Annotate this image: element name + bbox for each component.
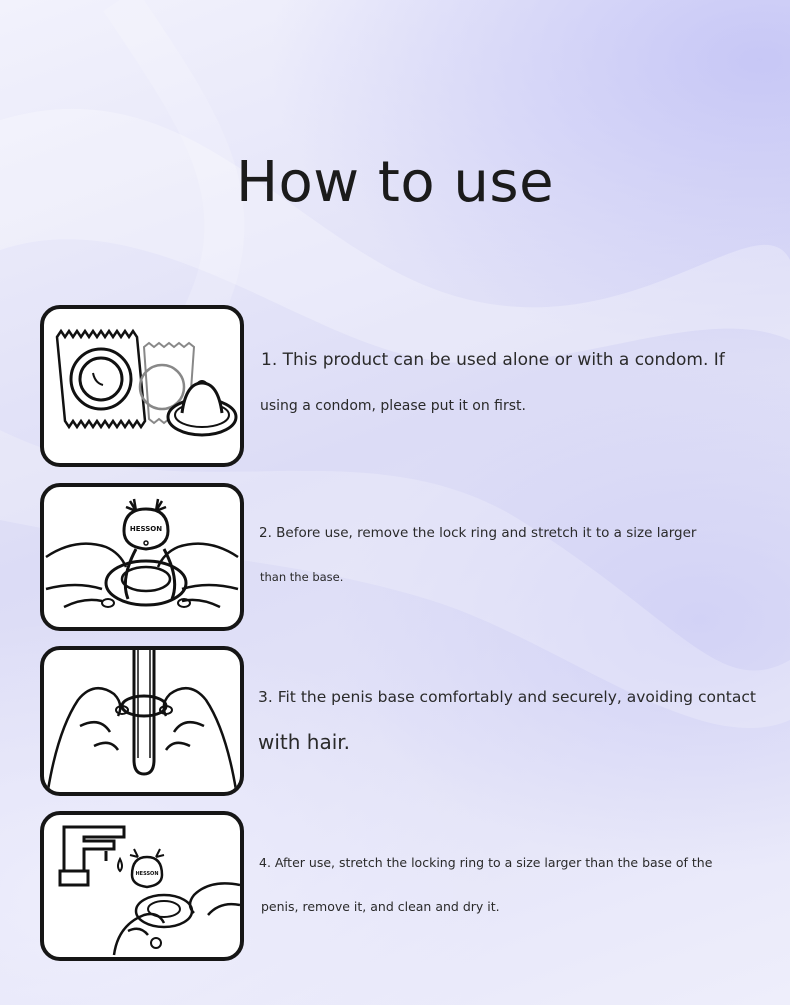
device-label: HESSON (129, 525, 163, 533)
faucet-washing-icon (40, 811, 244, 961)
condom-wrapper-icon (40, 305, 244, 467)
step-2-line-1: 2. Before use, remove the lock ring and stretch it to a size larger (259, 525, 697, 541)
step-3-line-1: 3. Fit the penis base comfortably and securely, avoiding contact (258, 688, 756, 706)
device-label: HESSON (135, 871, 159, 877)
step-4-line-1: 4. After use, stretch the locking ring to a size larger than the base of the (259, 855, 713, 870)
step-2-line-2: than the base. (260, 570, 344, 584)
page-title: How to use (235, 150, 555, 215)
step-1-line-1: 1. This product can be used alone or with a condom. If (261, 350, 725, 370)
step-3-line-2: with hair. (258, 730, 351, 754)
hands-stretching-ring-icon (40, 483, 244, 631)
step-4-line-2: penis, remove it, and clean and dry it. (261, 899, 500, 914)
hands-fitting-ring-icon (40, 646, 244, 796)
step-1-line-2: using a condom, please put it on first. (260, 398, 526, 414)
